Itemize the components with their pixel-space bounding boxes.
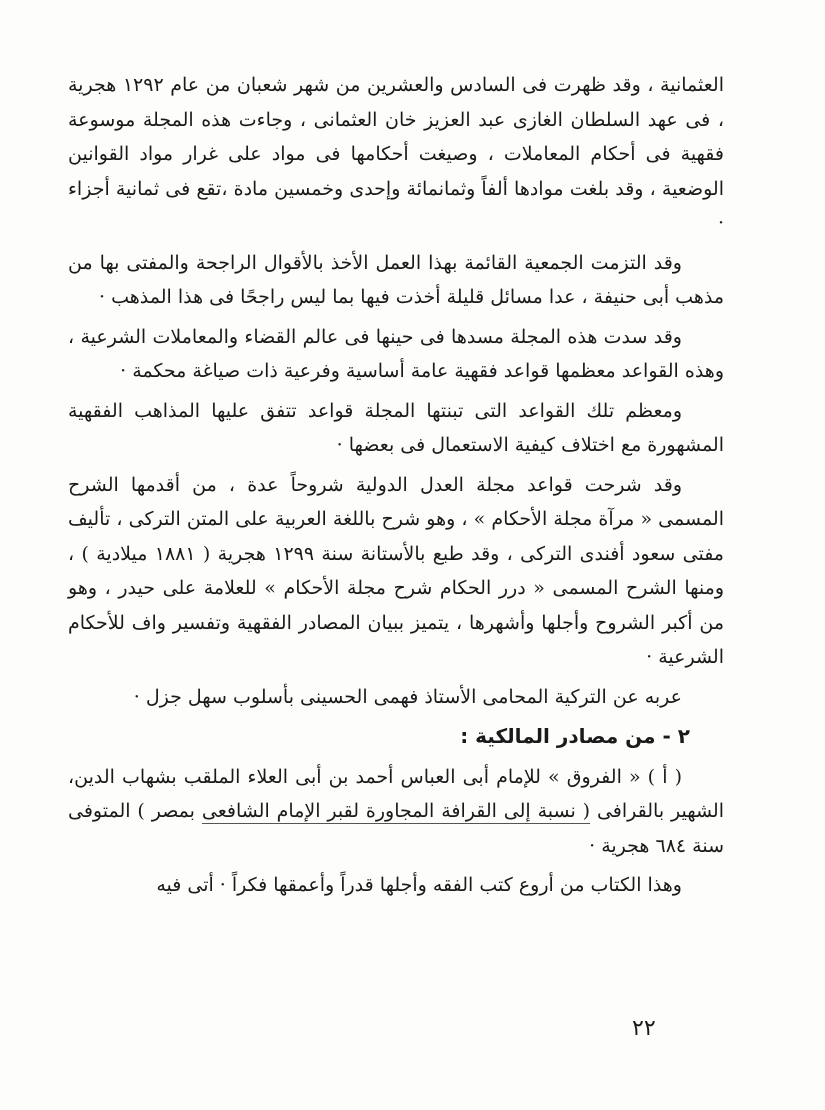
paragraph-book-praise: وهذا الكتاب من أروع كتب الفقه وأجلها قدراً وأعمقها فكراً · أتى فيه	[156, 874, 682, 896]
item-a-text: ( أ ) « الفروق » للإمام أبى العباس أحمد بن أبى العلاء الملقب بشهاب الدين، الشهير بالقرافى	[68, 765, 724, 822]
paragraph-item-a	[68, 760, 724, 864]
underlined-phrase: ( نسبة إلى القرافة المجاورة لقبر الإمام الشافعى	[201, 800, 591, 822]
paragraph-hanafi-opinions: وقد التزمت الجمعية القائمة بهذا العمل الأخذ بالأقوال الراجحة والمفتى بها من مذهب أبى حنيفة ، عدا مسائل قليلة أخذت فيها بما ليس راجحًا فى هذا المذهب ·	[68, 251, 724, 308]
item-a-ending: بمصر ) المتوفى سنة ٦٨٤ هجرية ·	[68, 800, 724, 857]
page-number: ٢٢	[632, 1016, 656, 1041]
paragraph-common-rules: ومعظم تلك القواعد التى تبنتها المجلة قواعد تتفق عليها المذاهب الفقهية المشهورة مع اختلاف كيفية الاستعمال فى بعضها ·	[68, 399, 724, 456]
paragraph-translation: عربه عن التركية المحامى الأستاذ فهمى الحسينى بأسلوب سهل جزل ·	[133, 685, 682, 708]
paragraph-majalla-origin: العثمانية ، وقد ظهرت فى السادس والعشرين من شهر شعبان من عام ١٢٩٢ هجرية ، فى عهد السلطان الغازى عبد العزيز خان العثمانى ، وجاءت هذه المجلة موسوعة فقهية فى أحكام المعاملات ، وصيغت أحكامها فى مواد على غرار مواد القوانين الوضعية ، وقد بلغت موادها ألفاً وثمانمائة وإحدى وخمسين مادة ،تقع فى ثمانية أجزاء ·	[68, 74, 724, 234]
paragraph-commentaries: وقد شرحت قواعد مجلة العدل الدولية شروحاً عدة ، من أقدمها الشرح المسمى « مرآة مجلة الأحكام » ، وهو شرح باللغة العربية على المتن التركى ، تأليف مفتى سعود أفندى التركى ، وقد طبع بالأستانة سنة ١٢٩٩ هجرية ( ١٨٨١ ميلادية ) ، ومنها الشرح المسمى « درر الحكام شرح مجلة الأحكام » للعلامة على حيدر ، وهو من أكبر الشروح وأجلها وأشهرها ، يتميز ببيان المصادر الفقهية وتفسير واف للأحكام الشرعية ·	[68, 473, 724, 668]
section-heading: ٢ - من مصادر المالكية :	[460, 724, 690, 748]
paragraph-majalla-role: وقد سدت هذه المجلة مسدها فى حينها فى عالم القضاء والمعاملات الشرعية ، وهذه القواعد معظمها قواعد فقهية عامة أساسية وفرعية ذات صياغة محكمة ·	[68, 325, 724, 382]
body-text	[68, 68, 724, 908]
